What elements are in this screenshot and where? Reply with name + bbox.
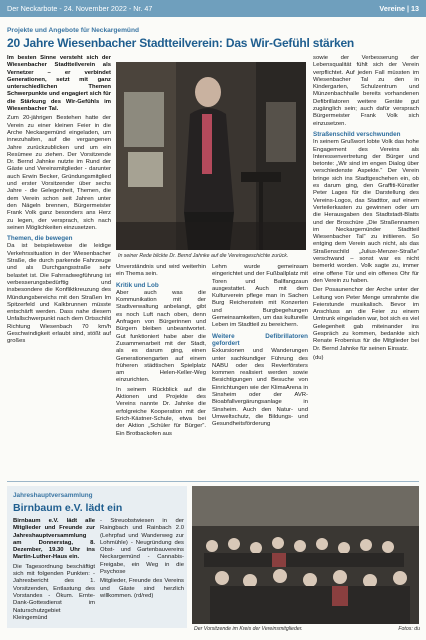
- article-divider: [7, 481, 419, 482]
- article2-kicker: Jahreshauptversammlung: [13, 492, 93, 499]
- subhead-kritik: Kritik und Lob: [116, 281, 159, 289]
- speaker-photo-image: [116, 62, 306, 250]
- members-photo: [192, 486, 419, 624]
- article1-title: 20 Jahre Wiesenbacher Stadtteilverein: Das Wir-Gefühl stärken: [7, 36, 355, 50]
- article1-col2: [116, 264, 206, 479]
- article1-p-posaune: Der Posaunenchor der Arche unter der Leitung von Peter Menge umrahmte die Feierstunde musikalisch. Bevor im Anschluss an die Feier zu einem Umtrunk eingeladen war, bot sich es viel Gelegenheit gab miteinander ins Gespräch zu kommen, bedankte sich Renate Frobenius für die Mitglieder bei Dr. Bernd Jahnke für seinen Einsatz.: [313, 287, 419, 352]
- article1-p-strassen: In seinem Grußwort lobte Volk das hohe Engagement des Vereins als Interessenvertretung der Bürger und betonte: „Wir sind im engen Dialog über verschiedenste Aspekte.“ Der Verein bringe sich ins Stadtgeschehen ein, ob es darum ging, den Graffiti-Künstler Peter Lages für die Darstellung des Vereins-Logos, das Stadttor, auf einem Verteilerkasten zu gewinnen oder um die Herausgaben des Stadtstadt-Blatts und der Broschüre „Die Straßennamen im Neckargemünder Stadtteil Wiesenbacher Tal“ zu initiieren. So entging dem Verein auch nicht, als das Straßenschild „Julius-Menzer-Straße“ verschwand – sonst war es nicht bemerkt worden. Volk sagte zu, immer eine offene Tür und ein offenes Ohr für den Verein zu haben.: [313, 139, 419, 284]
- article2-p3: Mitglieder, Freunde des Vereins und Gäste sind herzlich willkommen. (rd/red): [100, 578, 184, 599]
- article1-p-col3: Lehm wurde gemeinsam eingerichtet und der Fußballplatz mit Toren und Ballfangzaun ausgestattet. Auch mit dem Kulturverein pflege man in Sachen Burg Reichenstein mit Konzerten und Burgbegehungen Gemeinsamkeiten, um das kulturelle Leben im Stadtteil zu bereichern.: [212, 264, 308, 329]
- article1-p-kritik: Aber auch was die Kommunikation mit der Stadtverwaltung anbelangt, gibt es noch Luft nach oben, denn Anfragen von Bürgerinnen und Bürgern bleiben unbeantwortet. Gut funktioniert habe aber die Zusammenarbeit mit der Stadt, als es darum ging, einen Generationengarten auf einem früheren städtischen Spielplatz am Helen-Keller-Weg einzurichten.: [116, 289, 206, 384]
- header-section: Vereine | 13: [379, 4, 419, 13]
- subhead-strassen: Straßenschild verschwunden: [313, 130, 401, 138]
- subhead-themen: Themen, die bewegen: [7, 235, 73, 243]
- article2-p1: Die Tagesordnung beschäftigt sich mit folgenden Punkten: - Jahresbericht des 1. Vorsitzenden, Entlastung des Vorstandes - Ökum. Ernte-Dank-Gottesdienst im Naturschutzgebiet Kleingemünd: [13, 563, 95, 621]
- article1-p-col4: sowie der Verbesserung der Lebensqualität fühlt sich der Verein verpflichtet. Auf jeden Fall müssten im Wiesenbacher Tal zu den in Kindergarten, Schulzentrum und Münzenbachhalle bereits vorhandenen Defibrillatoren weitere Geräte gut zugänglich sein; auch dafür versprach Bürgermeister Frank Volk sich einzusetzen.: [313, 55, 419, 127]
- article2-col2: [100, 518, 184, 628]
- article1-p-col2: Unverständnis und wird weiterhin ein Thema sein.: [116, 264, 206, 278]
- article1-kicker: Projekte und Angebote für Neckargemünd: [7, 27, 140, 34]
- article1-col3: [212, 264, 308, 479]
- photo2-caption: Der Vorsitzende im Kreis der Vereinsmitglieder.: [194, 626, 303, 632]
- article2-p2: - Streuobstwiesen in der Raingbach und Rainbach 2.0 (Lehrpfad und Wanderweg zur Lohmühle) - Neugründung des Obst- und Gartenbauvereins Neckargemünd - Cannabis-Freigabe, ein Weg in die Psychose: [100, 518, 184, 576]
- article1-p-rueck: In seinem Rückblick auf die Aktionen und Projekte des Vereins nannte Dr. Jahnke die erfolgreiche Kooperation mit der Erich-Kästner-Schule, etwa bei der Aktion „Schüler für Bürger“. Ein Brotbackofen aus: [116, 386, 206, 437]
- article2-title: Birnbaum e.V. lädt ein: [13, 502, 123, 514]
- article1-p-defi: Exkursionen und Wanderungen unter sachkundiger Führung des NABU oder des Revierförsters kommen realisiert werden sowie Besichtigungen und Besuche von Einrichtungen wie der KlimaArena in Sinsheim oder der AVR-Bioabfallvergärungsanlage in Sinsheim. Auch den Natur- und Umweltschutz, die Bildungs- und Gesundheitsförderung: [212, 348, 308, 428]
- subhead-defi: Weitere Defibrillatoren gefordert: [212, 332, 308, 347]
- article1-signature: (du): [313, 354, 324, 361]
- article2-lead: Birnbaum e.V. lädt alle Mitglieder und Freunde zur Jahreshauptversammlung am Donnerstag, 8. Dezember, 19.30 Uhr ins Martin-Luther-Haus ein.: [13, 518, 95, 561]
- members-photo-image: [192, 486, 419, 624]
- article2-col1: [13, 518, 95, 628]
- article1-col4: [313, 55, 419, 480]
- page-header: [0, 0, 426, 17]
- article1-lead: Im besten Sinne versteht sich der Wiesenbacher Stadtteilverein als Vernetzer – er verbindet Generationen, setzt mit ganz unterschiedlichen Themen Schwerpunkte und engagiert sich für die Stärkung des Wir-Gefühls im Wiesenbacher Tal.: [7, 55, 111, 113]
- article1-p-themen: Da ist beispielsweise die leidige Verkehrssituation in der Wiesenbacher Straße, die durch parkende Fahrzeuge und als Durchgangsstraße sehr belastet ist. Die Fahrradwegführung ist verbesserungsbedürftig und insbesondere die Konfliktkreuzung des Mündungsbereichs mit den Straßen Im Spitzerfeld und Kalkbrunnen müsste entschärft werden. Dass nahe diesem Unfallschwerpunkt nach dem Ortsschild Richtung Wiesenbach 70 km/h Geschwindigkeit erlaubt sind, stößt auf großes: [7, 243, 111, 345]
- article1-col1: [7, 55, 111, 480]
- speaker-photo: [116, 62, 306, 250]
- article1-p1: Zum 20-jährigen Bestehen hatte der Verein zu einer kleinen Feier in die Arche Neckargemünd eingeladen, um innezuhalten, auf die vergangenen Jahre zurückzublicken und um ein Resümee zu ziehen. Der Vorsitzende Dr. Bernd Jahnke nutzte im Rund der Gäste und Vereinsmitglieder - darunter auch Erwin Becker, Gründungsmitglied und erster Vorsitzender über sechs Jahre - die Gelegenheit, Themen, die dem Verein schon seit Jahren unter den Nägeln brennen, Bürgermeister Frank Volk ganz besonders ans Herz zu legen, der versprach, sich nach seinen Möglichkeiten einzusetzen.: [7, 115, 111, 231]
- photo2-credit: Fotos: du: [398, 626, 420, 632]
- header-issue: Der Neckarbote - 24. November 2022 - Nr. 47: [7, 4, 153, 13]
- photo1-caption: In seiner Rede blickte Dr. Bernd Jahnke auf die Vereinsgeschichte zurück.: [118, 253, 289, 259]
